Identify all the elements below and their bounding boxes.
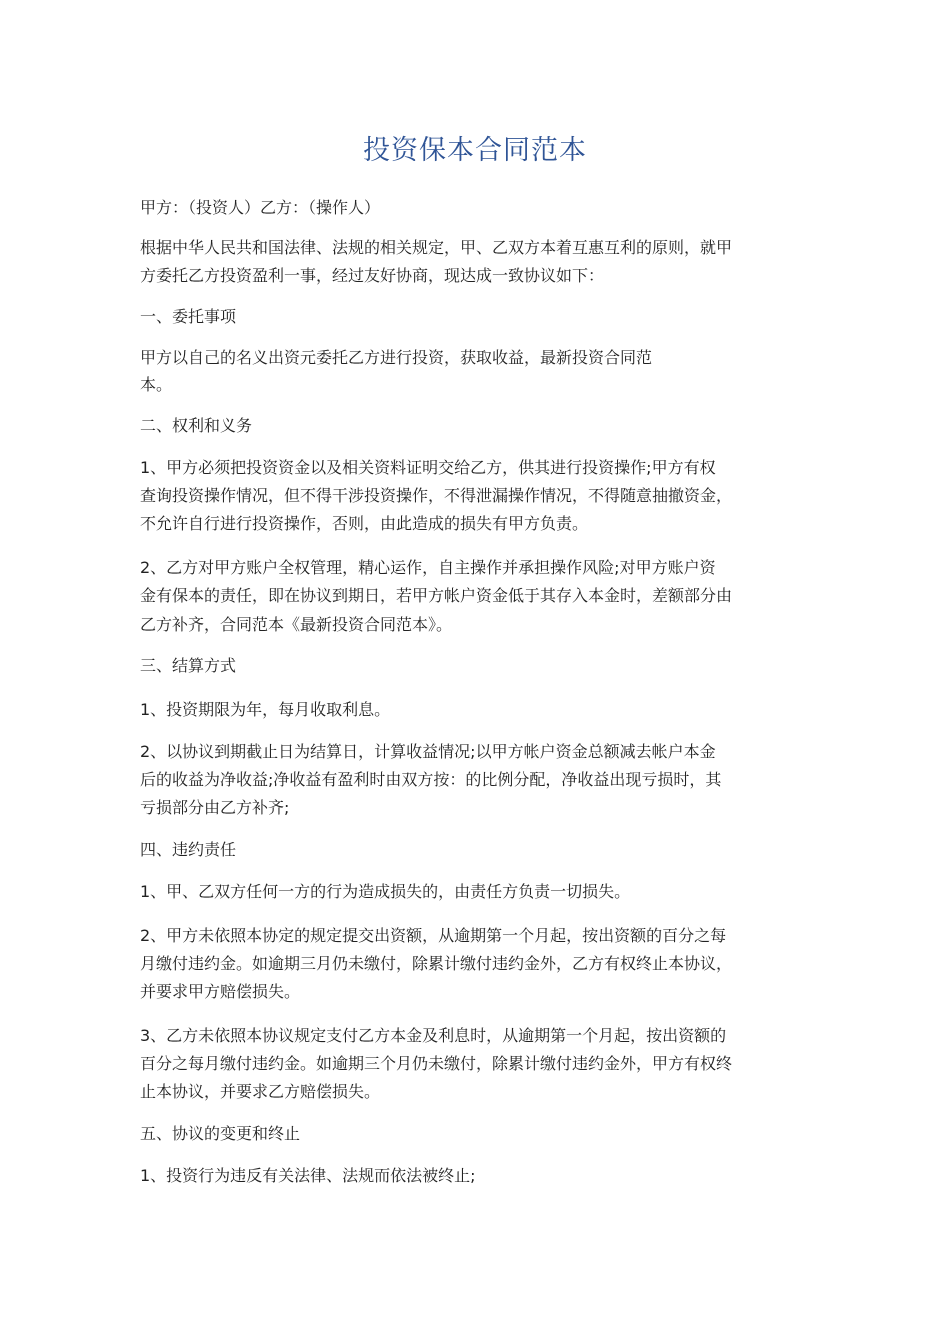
paragraph-line: 1、甲方必须把投资资金以及相关资料证明交给乙方，供其进行投资操作;甲方有权 [140,458,716,477]
paragraph-line: 3、乙方未依照本协议规定支付乙方本金及利息时，从逾期第一个月起，按出资额的 [140,1026,727,1045]
section-heading: 五、协议的变更和终止 [140,1124,301,1143]
paragraph-line: 甲方以自己的名义出资元委托乙方进行投资，获取收益，最新投资合同范 [140,348,653,367]
paragraph-line: 1、投资期限为年，每月收取利息。 [140,700,391,719]
paragraph-line: 止本协议，并要求乙方赔偿损失。 [140,1082,381,1101]
paragraph-line: 2、甲方未依照本协定的规定提交出资额，从逾期第一个月起，按出资额的百分之每 [140,926,727,945]
paragraph-line: 查询投资操作情况，但不得干涉投资操作，不得泄漏操作情况，不得随意抽撤资金， [140,486,733,505]
party-line: 甲方：（投资人）乙方：（操作人） [140,198,381,217]
section-heading: 一、委托事项 [140,307,237,326]
paragraph-line: 月缴付违约金。如逾期三月仍未缴付，除累计缴付违约金外，乙方有权终止本协议， [140,954,733,973]
paragraph-line: 本。 [140,375,173,394]
paragraph-line: 不允许自行进行投资操作，否则，由此造成的损失有甲方负责。 [140,514,589,533]
paragraph-line: 并要求甲方赔偿损失。 [140,982,301,1001]
paragraph-line: 2、以协议到期截止日为结算日，计算收益情况;以甲方帐户资金总额减去帐户本金 [140,742,716,761]
paragraph-line: 1、甲、乙双方任何一方的行为造成损失的，由责任方负责一切损失。 [140,882,631,901]
paragraph-line: 亏损部分由乙方补齐; [140,798,290,817]
paragraph-line: 根据中华人民共和国法律、法规的相关规定，甲、乙双方本着互惠互利的原则，就甲 [140,238,733,257]
section-heading: 四、违约责任 [140,840,237,859]
paragraph-line: 2、乙方对甲方账户全权管理，精心运作，自主操作并承担操作风险;对甲方账户资 [140,558,716,577]
paragraph-line: 百分之每月缴付违约金。如逾期三个月仍未缴付，除累计缴付违约金外，甲方有权终 [140,1054,733,1073]
section-heading: 三、结算方式 [140,656,237,675]
paragraph-line: 1、投资行为违反有关法律、法规而依法被终止; [140,1166,476,1185]
paragraph-line: 金有保本的责任，即在协议到期日，若甲方帐户资金低于其存入本金时，差额部分由 [140,586,733,605]
paragraph-line: 方委托乙方投资盈利一事，经过友好协商，现达成一致协议如下： [140,266,605,285]
paragraph-line: 后的收益为净收益;净收益有盈利时由双方按：的比例分配，净收益出现亏损时，其 [140,770,722,789]
paragraph-line: 乙方补齐，合同范本《最新投资合同范本》。 [140,615,453,634]
document-title: 投资保本合同范本 [363,135,587,166]
section-heading: 二、权利和义务 [140,416,253,435]
